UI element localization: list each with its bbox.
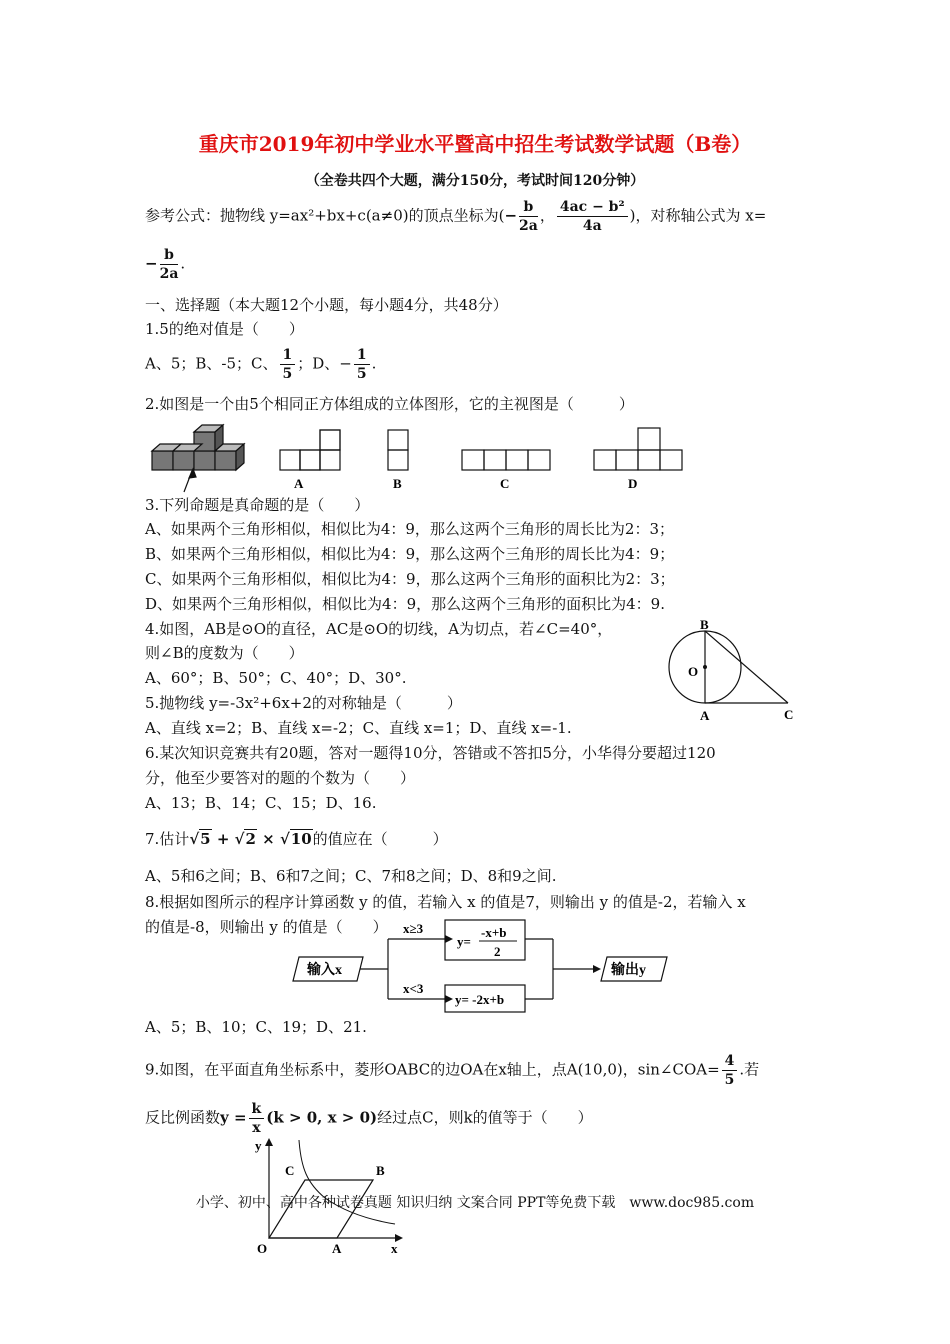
- options-text: ；D、−: [297, 354, 352, 373]
- exam-subtitle: （全卷共四个大题，满分150分，考试时间120分钟）: [305, 173, 645, 189]
- input-label: 输入x: [307, 963, 342, 978]
- question-3-option-c: C、如果两个三角形相似，相似比为4：9，那么这两个三角形的面积比为2：3；: [145, 570, 675, 588]
- flowchart: [285, 915, 685, 1020]
- point-label-c: C: [784, 707, 794, 722]
- function-condition: (k > 0, x > 0): [266, 1108, 378, 1127]
- question-6-options: A、13；B、14；C、15；D、16.: [145, 794, 377, 812]
- center-point: [703, 665, 707, 669]
- formula-comma: ，: [539, 206, 555, 225]
- question-1-stem: 1.5的绝对值是（ ）: [145, 320, 304, 338]
- options-text: A、5；B、-5；C、: [145, 354, 278, 373]
- solid-figure: [152, 425, 244, 492]
- question-6-stem-2: 分，他至少要答对的题的个数为（ ）: [145, 769, 416, 787]
- output-label: 输出y: [611, 963, 646, 978]
- exam-title: 重庆市2019年初中学业水平暨高中招生考试数学试题（B卷）: [198, 132, 752, 156]
- fraction-numerator: 4ac − b²: [557, 198, 628, 217]
- function-lhs: y =: [220, 1108, 247, 1127]
- fraction-vertex-y: [557, 198, 628, 235]
- option-label-c: C: [500, 476, 510, 491]
- question-8-stem: 8.根据如图所示的程序计算函数 y 的值，若输入 x 的值是7，则输出 y 的值是-2，若输入 x: [145, 893, 746, 911]
- stem-text: 9.如图，在平面直角坐标系中，菱形OABC的边OA在x轴上，点A(10,0)，sin∠COA=: [145, 1060, 720, 1079]
- condition-lt-3: x<3: [403, 981, 424, 996]
- radicand: 10: [290, 830, 312, 848]
- question-3-option-a: A、如果两个三角形相似，相似比为4：9，那么这两个三角形的周长比为2：3；: [145, 520, 675, 538]
- question-6-stem: 6.某次知识竞赛共有20题，答对一题得10分，答错或不答扣5分，小华得分要超过120: [145, 744, 716, 762]
- point-label-o: O: [688, 664, 699, 679]
- fraction-denominator: 2a: [159, 266, 179, 282]
- arrow-head: [593, 965, 601, 973]
- formula-period: .: [180, 254, 186, 273]
- option-label-a: A: [294, 476, 304, 491]
- stem-text: 经过点C，则k的值等于（ ）: [377, 1108, 593, 1127]
- stem-text: 反比例函数: [145, 1108, 221, 1127]
- y-axis-arrow: [265, 1138, 273, 1146]
- point-label-c: C: [285, 1163, 295, 1178]
- question-7-stem: [145, 828, 448, 849]
- axis-label-x: x: [391, 1241, 398, 1256]
- fraction-denominator: 2a: [519, 218, 538, 234]
- fraction-denominator: 5: [356, 366, 367, 382]
- option-b-view: [388, 430, 408, 470]
- axis-formula: [145, 246, 185, 283]
- option-c-view: [462, 450, 550, 470]
- cube-figures: [140, 420, 700, 500]
- question-3-option-d: D、如果两个三角形相似，相似比为4：9，那么这两个三角形的面积比为4：9.: [145, 595, 665, 613]
- question-4-options: A、60°；B、50°；C、40°；D、30°.: [145, 669, 407, 687]
- options-text: .: [371, 354, 377, 373]
- radicand: 2: [245, 830, 256, 848]
- stem-text: .若: [739, 1060, 760, 1079]
- stem-text: 的值应在（ ）: [312, 830, 448, 848]
- sqrt-sign: √: [234, 830, 245, 848]
- sqrt-sign: √: [279, 830, 290, 848]
- question-3-stem: 3.下列命题是真命题的是（ ）: [145, 496, 370, 514]
- formula-2: y= -2x+b: [455, 992, 505, 1007]
- question-5-options: A、直线 x=2；B、直线 x=-2；C、直线 x=1；D、直线 x=-1.: [145, 719, 572, 737]
- segment-bc: [705, 631, 788, 703]
- fraction-numerator: 4: [722, 1052, 738, 1071]
- stem-text: 7.估计: [145, 830, 190, 848]
- formula-suffix: )，对称轴公式为 x=: [629, 206, 767, 225]
- fraction-denominator: 5: [724, 1072, 735, 1088]
- point-label-a: A: [332, 1241, 342, 1256]
- fraction-numerator: b: [519, 198, 538, 217]
- section-heading: 一、选择题（本大题12个小题，每小题4分，共48分）: [145, 296, 508, 314]
- point-label-b: B: [700, 617, 709, 632]
- fraction-one-fifth: [280, 346, 296, 383]
- question-3-option-b: B、如果两个三角形相似，相似比为4：9，那么这两个三角形的周长比为4：9；: [145, 545, 675, 563]
- question-4-stem: 4.如图，AB是⊙O的直径，AC是⊙O的切线，A为切点，若∠C=40°，: [145, 620, 613, 638]
- formula-1-lhs: y=: [457, 934, 471, 949]
- arrow-head: [445, 935, 453, 943]
- option-label-b: B: [393, 476, 402, 491]
- option-label-d: D: [628, 476, 638, 491]
- fraction-one-fifth: [354, 346, 370, 383]
- fraction-four-fifths: [722, 1052, 738, 1089]
- circle-tangent-figure: [660, 615, 810, 725]
- point-label-b: B: [376, 1163, 385, 1178]
- point-label-o: O: [257, 1241, 268, 1256]
- radicand: 5: [200, 830, 211, 848]
- question-8-options: A、5；B、10；C、19；D、21.: [145, 1018, 367, 1036]
- condition-ge-3: x≥3: [403, 921, 424, 936]
- arrow-head: [445, 995, 453, 1003]
- formula-prefix: 参考公式：抛物线 y=ax²+bx+c(a≠0)的顶点坐标为(: [145, 206, 505, 225]
- question-1-options: [145, 346, 376, 383]
- question-9-stem: [145, 1052, 759, 1089]
- fraction-numerator: b: [160, 246, 179, 265]
- fraction-b-2a: [519, 198, 538, 235]
- question-7-options: A、5和6之间；B、6和7之间；C、7和8之间；D、8和9之间.: [145, 867, 557, 885]
- fraction-denominator: x: [252, 1120, 261, 1136]
- question-8-stem-2: 的值是-8，则输出 y 的值是（ ）: [145, 918, 388, 936]
- question-4-stem-2: 则∠B的度数为（ ）: [145, 644, 304, 662]
- formula-1-denominator: 2: [494, 944, 501, 959]
- formula-sign: −: [145, 254, 158, 273]
- fraction-axis: [160, 246, 179, 283]
- sqrt-sign: √: [189, 830, 200, 848]
- formula-sign: −: [504, 206, 518, 225]
- reference-formula: [145, 198, 766, 235]
- fraction-numerator: 1: [354, 346, 370, 365]
- formula-1-numerator: -x+b: [481, 925, 507, 940]
- fraction-numerator: 1: [280, 346, 296, 365]
- operator: ×: [256, 830, 280, 848]
- option-d-view: [594, 428, 682, 470]
- footer-watermark: 小学、初中、高中各种试卷真题 知识归纳 文案合同 PPT等免费下载 www.doc985.com: [195, 1195, 755, 1211]
- question-2-stem: 2.如图是一个由5个相同正方体组成的立体图形，它的主视图是（ ）: [145, 395, 634, 413]
- axis-label-y: y: [255, 1138, 262, 1153]
- option-a-view: [280, 430, 340, 470]
- operator: +: [211, 830, 235, 848]
- fraction-numerator: k: [249, 1100, 265, 1119]
- fraction-denominator: 4a: [582, 218, 602, 234]
- question-5-stem: 5.抛物线 y=-3x²+6x+2的对称轴是（ ）: [145, 694, 462, 712]
- fraction-denominator: 5: [282, 366, 293, 382]
- point-label-a: A: [700, 708, 710, 723]
